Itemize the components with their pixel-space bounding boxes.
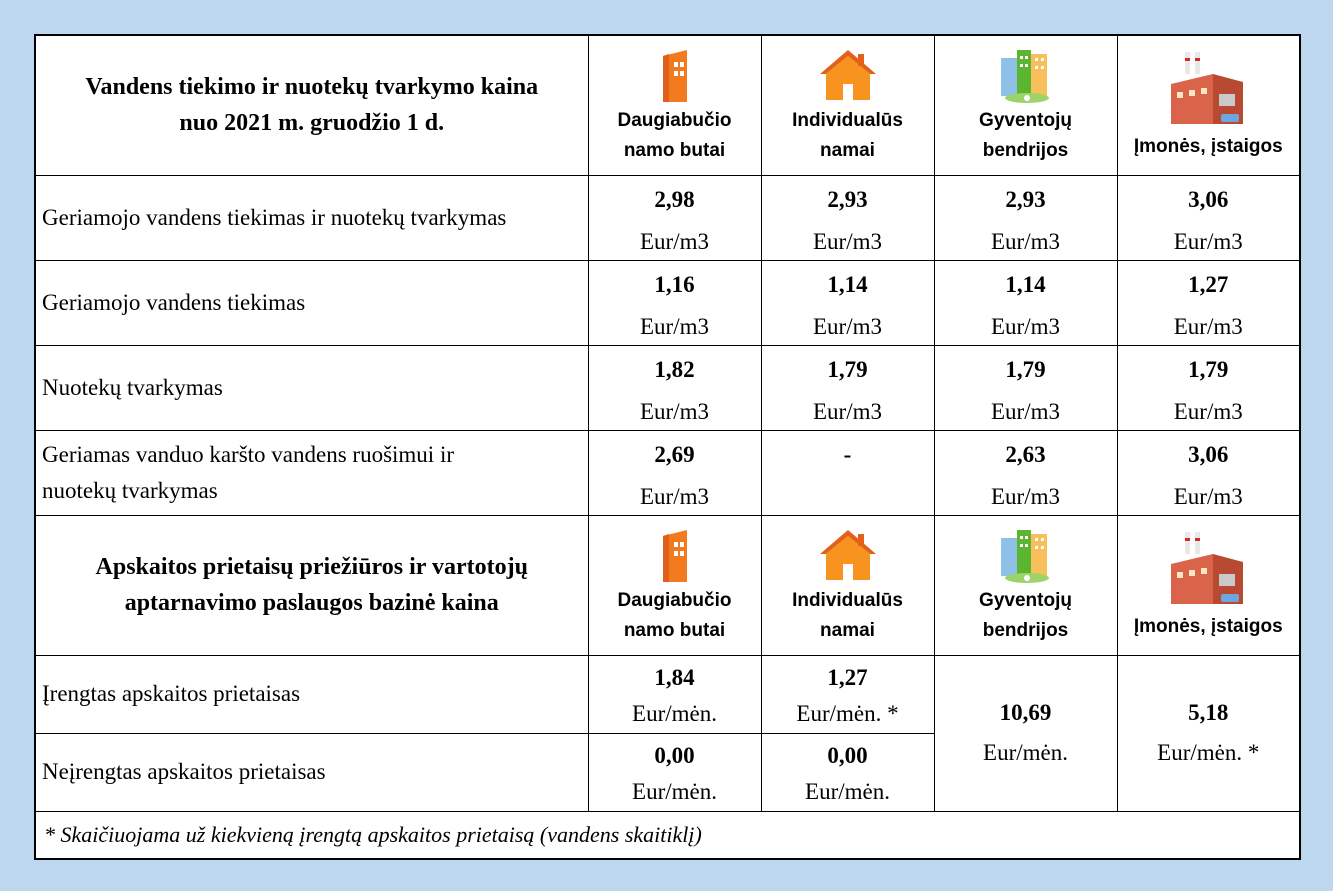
section1-title bbox=[35, 35, 588, 175]
column-header-label-line1: Gyventojų bbox=[979, 110, 1072, 132]
price-unit: Eur/m3 bbox=[640, 398, 709, 424]
price-unit: Eur/m3 bbox=[991, 398, 1060, 424]
price-cell bbox=[588, 655, 761, 733]
price-value: 0,00 bbox=[654, 742, 695, 768]
column-header-label-line2: bendrijos bbox=[982, 140, 1069, 162]
footnote-row bbox=[35, 811, 1300, 859]
price-cell bbox=[761, 430, 934, 515]
column-header-label-line1: Daugiabučio bbox=[617, 110, 732, 132]
price-cell bbox=[588, 175, 761, 260]
price-value: 1,14 bbox=[1005, 271, 1046, 297]
residential-complex-icon bbox=[993, 524, 1059, 586]
section1-title-line2: nuo 2021 m. gruodžio 1 d. bbox=[179, 110, 445, 137]
section1-title-line1: Vandens tiekimo ir nuotekų tvarkymo kaina bbox=[85, 74, 539, 101]
price-value: 3,06 bbox=[1188, 186, 1229, 212]
price-value: 1,79 bbox=[1188, 356, 1229, 382]
column-header-label-line2: namo butai bbox=[623, 620, 726, 641]
price-unit: Eur/mėn. bbox=[632, 700, 717, 726]
table-row bbox=[35, 260, 1300, 345]
row-label: Įrengtas apskaitos prietaisas bbox=[35, 655, 588, 733]
table-row bbox=[35, 345, 1300, 430]
price-unit: Eur/mėn. * bbox=[796, 700, 899, 726]
price-unit: Eur/m3 bbox=[813, 228, 882, 254]
column-header-companies bbox=[1117, 35, 1300, 175]
price-unit: Eur/mėn. * bbox=[1157, 740, 1260, 765]
price-cell bbox=[934, 655, 1117, 811]
column-header-label-line2: namai bbox=[820, 140, 875, 162]
price-cell bbox=[761, 655, 934, 733]
price-table bbox=[34, 34, 1301, 860]
price-value: 1,84 bbox=[654, 664, 695, 690]
column-header-label-line1: Daugiabučio bbox=[617, 590, 732, 611]
price-cell bbox=[934, 345, 1117, 430]
table-row bbox=[35, 175, 1300, 260]
price-unit: Eur/m3 bbox=[991, 313, 1060, 339]
price-unit: Eur/m3 bbox=[1173, 313, 1243, 339]
price-cell bbox=[588, 345, 761, 430]
price-cell bbox=[588, 733, 761, 811]
price-unit: Eur/mėn. bbox=[632, 778, 717, 804]
footnote: * Skaičiuojama už kiekvieną įrengtą apskaitos prietaisą (vandens skaitiklį) bbox=[35, 811, 1300, 859]
factory-icon bbox=[1163, 48, 1253, 132]
table-row bbox=[35, 655, 1300, 733]
residential-complex-icon bbox=[993, 44, 1059, 106]
price-unit: Eur/m3 bbox=[813, 313, 882, 339]
price-cell bbox=[588, 430, 761, 515]
column-header-label-line2: Įmonės, įstaigos bbox=[1133, 136, 1283, 158]
price-cell bbox=[1117, 260, 1300, 345]
price-cell bbox=[1117, 655, 1300, 811]
price-value: 0,00 bbox=[827, 742, 868, 768]
section2-header-row bbox=[35, 515, 1300, 655]
price-cell bbox=[588, 260, 761, 345]
column-header-label-line1: Individualūs bbox=[792, 590, 903, 611]
price-value: 10,69 bbox=[999, 700, 1052, 725]
price-unit: Eur/m3 bbox=[640, 313, 709, 339]
column-header-apartments bbox=[588, 515, 761, 655]
table-row bbox=[35, 430, 1300, 515]
price-unit: Eur/mėn. bbox=[983, 740, 1068, 765]
price-value: 2,93 bbox=[827, 186, 868, 212]
column-header-communities bbox=[934, 515, 1117, 655]
column-header-label-line1: Individualūs bbox=[792, 110, 903, 132]
price-cell bbox=[761, 345, 934, 430]
row-label-line1: Geriamas vanduo karšto vandens ruošimui ir bbox=[42, 441, 454, 467]
price-value: 2,63 bbox=[1005, 441, 1046, 467]
price-cell bbox=[1117, 175, 1300, 260]
price-cell bbox=[1117, 430, 1300, 515]
row-label: Neįrengtas apskaitos prietaisas bbox=[35, 733, 588, 811]
price-cell bbox=[934, 260, 1117, 345]
price-value: 3,06 bbox=[1188, 441, 1229, 467]
row-label: Geriamojo vandens tiekimas bbox=[35, 260, 588, 345]
price-cell bbox=[761, 733, 934, 811]
price-unit: Eur/m3 bbox=[1173, 398, 1243, 424]
price-cell bbox=[934, 175, 1117, 260]
price-value: 1,16 bbox=[654, 271, 695, 297]
house-icon bbox=[816, 524, 880, 586]
price-unit: Eur/mėn. bbox=[805, 778, 890, 804]
price-value: 2,93 bbox=[1005, 186, 1046, 212]
house-icon bbox=[816, 44, 880, 106]
section2-title-line1: Apskaitos prietaisų priežiūros ir vartotojų bbox=[95, 554, 528, 580]
price-cell bbox=[761, 260, 934, 345]
column-header-label-line2: bendrijos bbox=[982, 620, 1069, 641]
row-label bbox=[35, 430, 588, 515]
price-value: 1,79 bbox=[1005, 356, 1046, 382]
column-header-label-line2: namo butai bbox=[623, 140, 726, 162]
column-header-houses bbox=[761, 515, 934, 655]
price-cell bbox=[761, 175, 934, 260]
price-value: 5,18 bbox=[1188, 700, 1229, 725]
price-value: 2,69 bbox=[654, 441, 695, 467]
price-value: 1,14 bbox=[827, 271, 868, 297]
apartment-building-icon bbox=[645, 524, 705, 586]
price-value: 2,98 bbox=[654, 186, 695, 212]
price-unit: Eur/m3 bbox=[640, 483, 709, 509]
column-header-houses bbox=[761, 35, 934, 175]
price-unit: Eur/m3 bbox=[1173, 228, 1243, 254]
price-cell bbox=[934, 430, 1117, 515]
column-header-label-line2: Įmonės, įstaigos bbox=[1133, 616, 1283, 637]
row-label-line2: nuotekų tvarkymas bbox=[42, 477, 218, 503]
price-value: - bbox=[843, 441, 852, 467]
section2-title-line2: aptarnavimo paslaugos bazinė kaina bbox=[124, 590, 499, 616]
price-value: 1,79 bbox=[827, 356, 868, 382]
column-header-apartments bbox=[588, 35, 761, 175]
price-value: 1,27 bbox=[1188, 271, 1229, 297]
price-unit: Eur/m3 bbox=[813, 398, 882, 424]
column-header-label-line2: namai bbox=[820, 620, 875, 641]
price-value: 1,82 bbox=[654, 356, 695, 382]
apartment-building-icon bbox=[645, 44, 705, 106]
row-label: Nuotekų tvarkymas bbox=[35, 345, 588, 430]
section1-header-row bbox=[35, 35, 1300, 175]
price-unit: Eur/m3 bbox=[991, 228, 1060, 254]
column-header-label-line1: Gyventojų bbox=[979, 590, 1072, 611]
column-header-communities bbox=[934, 35, 1117, 175]
row-label: Geriamojo vandens tiekimas ir nuotekų tvarkymas bbox=[35, 175, 588, 260]
factory-icon bbox=[1163, 528, 1253, 612]
price-cell bbox=[1117, 345, 1300, 430]
price-unit: Eur/m3 bbox=[1173, 483, 1243, 509]
column-header-companies bbox=[1117, 515, 1300, 655]
price-value: 1,27 bbox=[827, 664, 868, 690]
price-sheet bbox=[34, 34, 1299, 860]
section2-title bbox=[35, 515, 588, 655]
price-unit: Eur/m3 bbox=[991, 483, 1060, 509]
price-unit: Eur/m3 bbox=[640, 228, 709, 254]
